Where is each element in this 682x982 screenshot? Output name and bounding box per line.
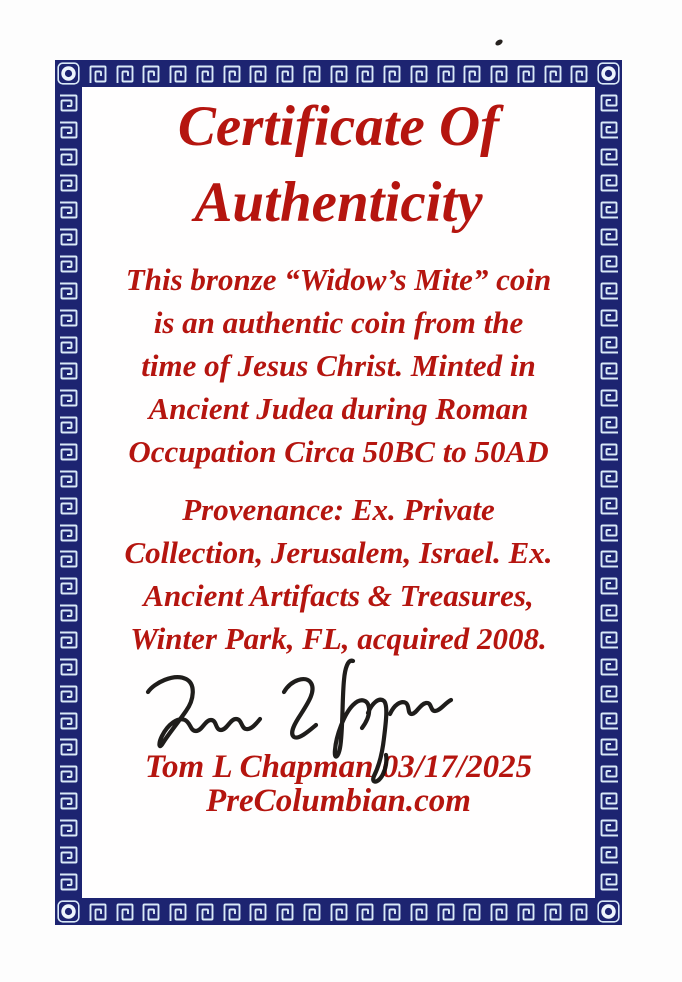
description-line: is an authentic coin from the [153, 305, 524, 340]
greek-key-icon [598, 522, 620, 544]
greek-key-icon [58, 226, 80, 248]
greek-key-icon [598, 253, 620, 275]
greek-key-icon [58, 548, 80, 570]
greek-key-icon [58, 307, 80, 329]
greek-key-icon [598, 360, 620, 382]
provenance-line: Collection, Jerusalem, Israel. Ex. [124, 535, 553, 570]
provenance-line: Ancient Artifacts & Treasures, [143, 578, 534, 613]
border-band-left [55, 87, 82, 898]
greek-key-icon [598, 468, 620, 490]
greek-key-icon [194, 901, 216, 923]
greek-key-icon [114, 63, 136, 85]
title-line: Certificate Of [177, 95, 500, 158]
corner-medallion-icon [55, 60, 82, 87]
greek-key-icon [194, 63, 216, 85]
greek-key-icon [598, 817, 620, 839]
greek-key-icon [58, 629, 80, 651]
greek-key-icon [58, 146, 80, 168]
greek-key-icon [598, 763, 620, 785]
greek-key-icon [515, 901, 537, 923]
greek-key-icon [274, 901, 296, 923]
greek-key-icon [598, 844, 620, 866]
greek-key-icon [58, 871, 80, 893]
greek-key-icon [58, 172, 80, 194]
greek-key-icon [58, 360, 80, 382]
greek-key-icon [114, 901, 136, 923]
greek-key-icon [58, 736, 80, 758]
greek-key-icon [435, 901, 457, 923]
greek-key-icon [461, 63, 483, 85]
greek-key-icon [598, 280, 620, 302]
greek-key-icon [598, 683, 620, 705]
greek-key-icon [408, 63, 430, 85]
greek-key-icon [58, 334, 80, 356]
corner-medallion-icon [595, 898, 622, 925]
certificate-body [82, 87, 595, 898]
ink-speck [494, 38, 503, 46]
greek-key-icon [598, 172, 620, 194]
greek-key-icon [87, 901, 109, 923]
greek-key-icon [221, 901, 243, 923]
greek-key-icon [58, 790, 80, 812]
greek-key-icon [515, 63, 537, 85]
greek-key-icon [274, 63, 296, 85]
greek-key-icon [58, 844, 80, 866]
greek-key-icon [58, 522, 80, 544]
greek-key-icon [435, 63, 457, 85]
greek-key-icon [58, 575, 80, 597]
greek-key-icon [354, 63, 376, 85]
certificate-title [82, 89, 595, 241]
greek-key-icon [598, 387, 620, 409]
provenance-paragraph [82, 488, 595, 660]
greek-key-icon [58, 387, 80, 409]
greek-key-icon [221, 63, 243, 85]
provenance-line: Provenance: Ex. Private [182, 492, 495, 527]
greek-key-icon [461, 901, 483, 923]
greek-key-icon [87, 63, 109, 85]
greek-key-icon [542, 63, 564, 85]
greek-key-icon [58, 602, 80, 624]
greek-key-icon [58, 253, 80, 275]
greek-key-icon [328, 901, 350, 923]
border-band-right [595, 87, 622, 898]
greek-key-icon [247, 63, 269, 85]
greek-key-icon [408, 901, 430, 923]
greek-key-icon [58, 763, 80, 785]
greek-key-icon [58, 414, 80, 436]
greek-key-icon [58, 199, 80, 221]
greek-key-icon [598, 871, 620, 893]
greek-key-icon [598, 710, 620, 732]
greek-key-icon [140, 901, 162, 923]
greek-key-icon [598, 575, 620, 597]
description-line: Ancient Judea during Roman [148, 391, 529, 426]
greek-key-icon [598, 602, 620, 624]
greek-key-icon [58, 710, 80, 732]
greek-key-icon [58, 495, 80, 517]
website-text: PreColumbian.com [206, 783, 471, 819]
greek-key-icon [167, 63, 189, 85]
greek-key-icon [598, 414, 620, 436]
description-line: This bronze “Widow’s Mite” coin [125, 262, 552, 297]
greek-key-icon [301, 901, 323, 923]
greek-key-icon [598, 226, 620, 248]
greek-key-icon [598, 146, 620, 168]
greek-key-icon [58, 119, 80, 141]
corner-medallion-icon [595, 60, 622, 87]
greek-key-icon [488, 901, 510, 923]
greek-key-icon [167, 901, 189, 923]
greek-key-icon [598, 548, 620, 570]
border-band-top [82, 60, 595, 87]
greek-key-icon [598, 736, 620, 758]
title-line: Authenticity [194, 171, 483, 234]
greek-key-icon [542, 901, 564, 923]
greek-key-icon [301, 63, 323, 85]
greek-key-icon [598, 656, 620, 678]
greek-key-icon [598, 441, 620, 463]
greek-key-icon [381, 63, 403, 85]
greek-key-icon [598, 790, 620, 812]
description-line: Occupation Circa 50BC to 50AD [128, 434, 549, 469]
provenance-line: Winter Park, FL, acquired 2008. [130, 621, 547, 656]
border-band-bottom [82, 898, 595, 925]
greek-key-icon [568, 63, 590, 85]
greek-key-icon [568, 901, 590, 923]
greek-key-icon [598, 92, 620, 114]
greek-key-icon [598, 119, 620, 141]
greek-key-icon [58, 441, 80, 463]
greek-key-icon [598, 307, 620, 329]
greek-key-icon [58, 92, 80, 114]
greek-key-icon [58, 817, 80, 839]
greek-key-icon [247, 901, 269, 923]
description-paragraph [82, 258, 595, 473]
description-line: time of Jesus Christ. Minted in [141, 348, 536, 383]
greek-key-icon [598, 495, 620, 517]
greek-key-icon [354, 901, 376, 923]
greek-key-icon [598, 629, 620, 651]
greek-key-icon [140, 63, 162, 85]
greek-key-icon [598, 199, 620, 221]
greek-key-icon [58, 468, 80, 490]
greek-key-icon [381, 901, 403, 923]
greek-key-icon [488, 63, 510, 85]
greek-key-icon [598, 334, 620, 356]
signer-name-date: Tom L Chapman 03/17/2025 [144, 749, 533, 785]
greek-key-icon [58, 683, 80, 705]
corner-medallion-icon [55, 898, 82, 925]
greek-key-icon [328, 63, 350, 85]
greek-key-icon [58, 280, 80, 302]
greek-key-icon [58, 656, 80, 678]
